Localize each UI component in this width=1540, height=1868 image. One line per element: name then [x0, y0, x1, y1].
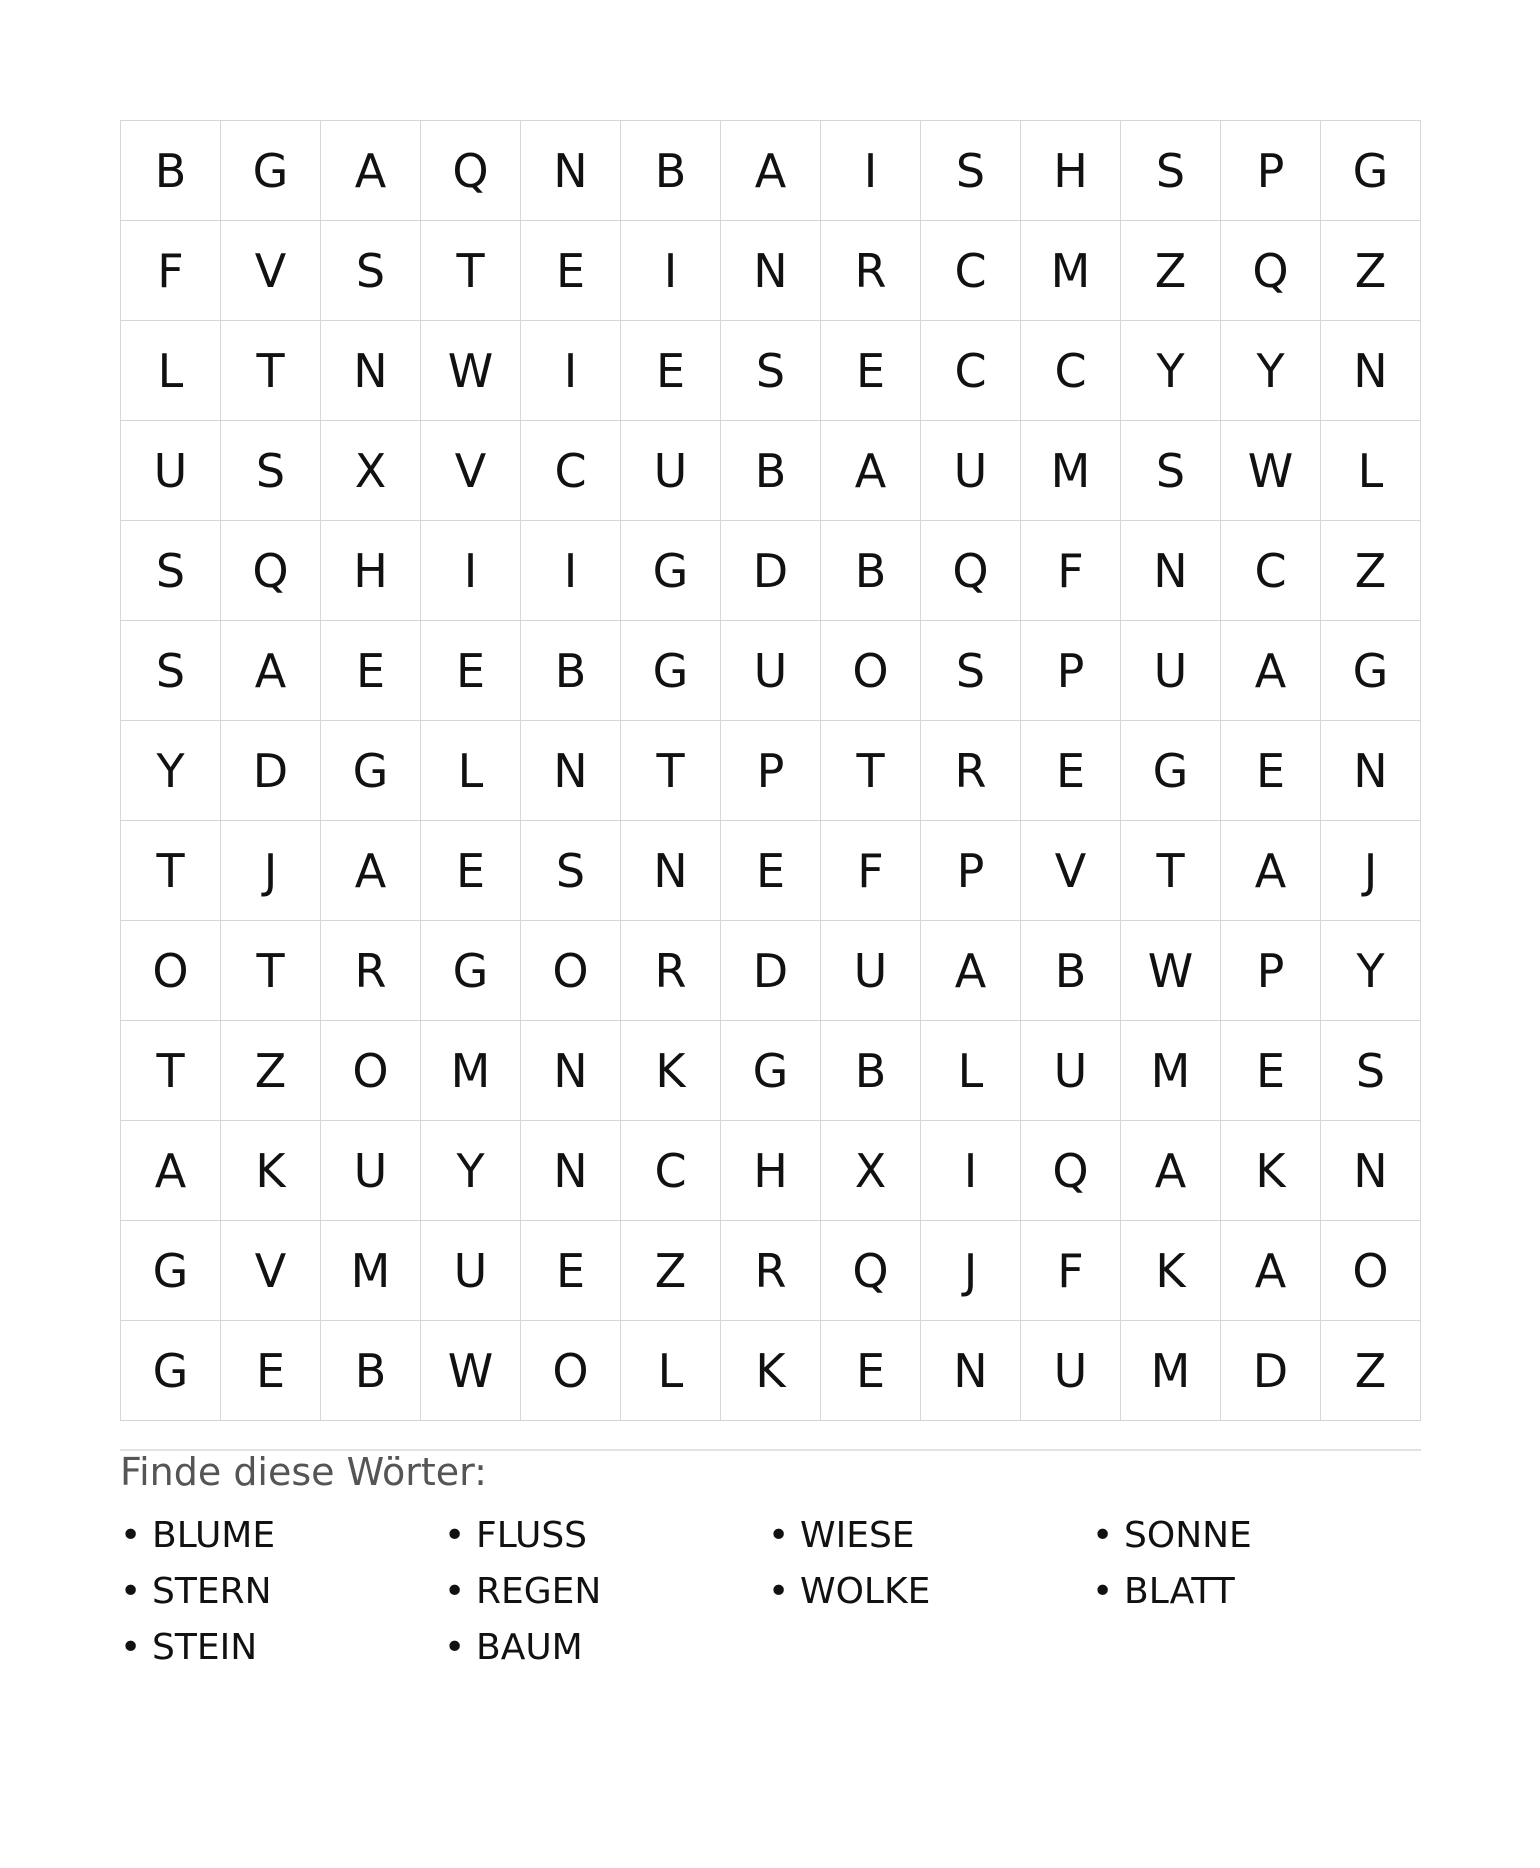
grid-cell[interactable]: S: [1121, 121, 1221, 221]
grid-cell[interactable]: P: [1021, 621, 1121, 721]
grid-cell[interactable]: Z: [1321, 1321, 1421, 1421]
grid-cell[interactable]: E: [421, 621, 521, 721]
grid-cell[interactable]: N: [1321, 1121, 1421, 1221]
word-label: BLUME: [152, 1514, 276, 1556]
word-list-item: [120, 1563, 444, 1619]
grid-cell[interactable]: N: [521, 1121, 621, 1221]
bullet-icon: •: [768, 1570, 790, 1612]
grid-cell[interactable]: O: [321, 1021, 421, 1121]
grid-cell[interactable]: E: [821, 321, 921, 421]
grid-cell[interactable]: H: [1021, 121, 1121, 221]
word-label: BAUM: [476, 1626, 583, 1668]
grid-cell[interactable]: U: [121, 421, 221, 521]
grid-cell[interactable]: G: [1121, 721, 1221, 821]
grid-cell[interactable]: P: [921, 821, 1021, 921]
letter-grid: [120, 120, 1421, 1421]
grid-cell[interactable]: I: [821, 121, 921, 221]
grid-cell[interactable]: D: [221, 721, 321, 821]
bullet-icon: •: [768, 1514, 790, 1556]
grid-cell[interactable]: S: [1321, 1021, 1421, 1121]
grid-cell[interactable]: A: [121, 1121, 221, 1221]
grid-cell[interactable]: H: [321, 521, 421, 621]
grid-cell[interactable]: P: [1221, 921, 1321, 1021]
grid-cell[interactable]: I: [621, 221, 721, 321]
grid-cell[interactable]: G: [121, 1321, 221, 1421]
grid-cell[interactable]: O: [821, 621, 921, 721]
bullet-icon: •: [444, 1570, 466, 1612]
grid-cell[interactable]: C: [921, 221, 1021, 321]
grid-cell[interactable]: D: [1221, 1321, 1321, 1421]
grid-cell[interactable]: E: [221, 1321, 321, 1421]
grid-cell[interactable]: K: [621, 1021, 721, 1121]
grid-cell[interactable]: G: [721, 1021, 821, 1121]
word-label: WOLKE: [800, 1570, 931, 1612]
grid-cell[interactable]: N: [521, 121, 621, 221]
grid-cell[interactable]: B: [1021, 921, 1121, 1021]
grid-cell[interactable]: B: [321, 1321, 421, 1421]
grid-cell[interactable]: T: [421, 221, 521, 321]
grid-cell[interactable]: G: [1321, 121, 1421, 221]
grid-cell[interactable]: N: [321, 321, 421, 421]
grid-cell[interactable]: J: [1321, 821, 1421, 921]
grid-cell[interactable]: E: [821, 1321, 921, 1421]
grid-cell[interactable]: O: [121, 921, 221, 1021]
grid-cell[interactable]: O: [1321, 1221, 1421, 1321]
grid-cell[interactable]: Q: [1021, 1121, 1121, 1221]
grid-cell[interactable]: U: [1021, 1321, 1121, 1421]
grid-cell[interactable]: L: [121, 321, 221, 421]
grid-cell[interactable]: W: [1121, 921, 1221, 1021]
grid-cell[interactable]: R: [621, 921, 721, 1021]
grid-cell[interactable]: N: [1321, 321, 1421, 421]
grid-cell[interactable]: I: [521, 321, 621, 421]
grid-cell[interactable]: G: [1321, 621, 1421, 721]
bullet-icon: •: [444, 1626, 466, 1668]
grid-cell[interactable]: Y: [121, 721, 221, 821]
grid-cell[interactable]: I: [421, 521, 521, 621]
grid-cell[interactable]: W: [421, 1321, 521, 1421]
grid-cell[interactable]: E: [521, 1221, 621, 1321]
grid-cell[interactable]: S: [721, 321, 821, 421]
grid-cell[interactable]: X: [821, 1121, 921, 1221]
grid-cell[interactable]: N: [921, 1321, 1021, 1421]
grid-cell[interactable]: T: [121, 1021, 221, 1121]
grid-cell[interactable]: Q: [221, 521, 321, 621]
grid-cell[interactable]: W: [421, 321, 521, 421]
grid-cell[interactable]: K: [221, 1121, 321, 1221]
grid-cell[interactable]: R: [721, 1221, 821, 1321]
grid-cell[interactable]: K: [721, 1321, 821, 1421]
grid-cell[interactable]: F: [1021, 521, 1121, 621]
grid-cell[interactable]: Y: [421, 1121, 521, 1221]
grid-cell[interactable]: T: [821, 721, 921, 821]
word-list-item: [1092, 1563, 1416, 1619]
grid-cell[interactable]: B: [821, 1021, 921, 1121]
grid-cell[interactable]: K: [1221, 1121, 1321, 1221]
grid-cell[interactable]: E: [721, 821, 821, 921]
bullet-icon: •: [120, 1626, 142, 1668]
grid-cell[interactable]: S: [221, 421, 321, 521]
grid-cell[interactable]: B: [821, 521, 921, 621]
grid-cell[interactable]: Z: [221, 1021, 321, 1121]
grid-cell[interactable]: V: [221, 1221, 321, 1321]
word-label: WIESE: [800, 1514, 915, 1556]
grid-cell[interactable]: S: [121, 521, 221, 621]
grid-cell[interactable]: J: [921, 1221, 1021, 1321]
bullet-icon: •: [444, 1514, 466, 1556]
grid-cell[interactable]: G: [621, 621, 721, 721]
grid-cell[interactable]: A: [1221, 1221, 1321, 1321]
grid-cell[interactable]: S: [921, 621, 1021, 721]
grid-cell[interactable]: U: [421, 1221, 521, 1321]
grid-cell[interactable]: A: [821, 421, 921, 521]
grid-cell[interactable]: M: [1021, 421, 1121, 521]
grid-cell[interactable]: C: [1221, 521, 1321, 621]
grid-cell[interactable]: Z: [621, 1221, 721, 1321]
grid-cell[interactable]: A: [721, 121, 821, 221]
grid-cell[interactable]: Q: [921, 521, 1021, 621]
grid-cell[interactable]: V: [421, 421, 521, 521]
grid-cell[interactable]: M: [1121, 1321, 1221, 1421]
grid-cell[interactable]: A: [1221, 821, 1321, 921]
bullet-icon: •: [120, 1570, 142, 1612]
grid-cell[interactable]: Q: [1221, 221, 1321, 321]
grid-cell[interactable]: R: [921, 721, 1021, 821]
word-label: REGEN: [476, 1570, 602, 1612]
grid-cell[interactable]: F: [1021, 1221, 1121, 1321]
grid-cell[interactable]: U: [321, 1121, 421, 1221]
grid-cell[interactable]: O: [521, 1321, 621, 1421]
grid-cell[interactable]: Q: [421, 121, 521, 221]
word-list-item: [120, 1619, 444, 1675]
grid-cell[interactable]: N: [621, 821, 721, 921]
word-label: STEIN: [152, 1626, 258, 1668]
grid-cell[interactable]: G: [421, 921, 521, 1021]
bullet-icon: •: [1092, 1514, 1114, 1556]
grid-cell[interactable]: D: [721, 921, 821, 1021]
grid-cell[interactable]: B: [121, 121, 221, 221]
grid-cell[interactable]: M: [321, 1221, 421, 1321]
grid-cell[interactable]: Y: [1221, 321, 1321, 421]
grid-cell[interactable]: A: [1121, 1121, 1221, 1221]
grid-cell[interactable]: T: [1121, 821, 1221, 921]
word-label: SONNE: [1124, 1514, 1252, 1556]
word-list: [120, 1507, 1421, 1675]
grid-cell[interactable]: P: [1221, 121, 1321, 221]
grid-cell[interactable]: U: [821, 921, 921, 1021]
word-list-item: [768, 1563, 1092, 1619]
grid-cell[interactable]: T: [221, 921, 321, 1021]
grid-cell[interactable]: N: [521, 721, 621, 821]
grid-cell[interactable]: B: [621, 121, 721, 221]
grid-cell[interactable]: J: [221, 821, 321, 921]
grid-cell[interactable]: C: [521, 421, 621, 521]
grid-cell[interactable]: G: [321, 721, 421, 821]
grid-cell[interactable]: N: [1321, 721, 1421, 821]
grid-cell[interactable]: A: [921, 921, 1021, 1021]
grid-cell[interactable]: N: [721, 221, 821, 321]
grid-cell[interactable]: X: [321, 421, 421, 521]
grid-cell[interactable]: Z: [1321, 521, 1421, 621]
grid-cell[interactable]: Y: [1321, 921, 1421, 1021]
grid-cell[interactable]: I: [521, 521, 621, 621]
grid-cell[interactable]: U: [621, 421, 721, 521]
grid-cell[interactable]: A: [221, 621, 321, 721]
grid-cell[interactable]: C: [621, 1121, 721, 1221]
grid-cell[interactable]: N: [1121, 521, 1221, 621]
grid-cell[interactable]: O: [521, 921, 621, 1021]
grid-cell[interactable]: G: [221, 121, 321, 221]
grid-cell[interactable]: R: [821, 221, 921, 321]
grid-cell[interactable]: P: [721, 721, 821, 821]
grid-cell[interactable]: Z: [1321, 221, 1421, 321]
grid-cell[interactable]: L: [421, 721, 521, 821]
grid-cell[interactable]: E: [521, 221, 621, 321]
grid-cell[interactable]: U: [721, 621, 821, 721]
grid-cell[interactable]: A: [321, 121, 421, 221]
grid-cell[interactable]: I: [921, 1121, 1021, 1221]
grid-cell[interactable]: L: [1321, 421, 1421, 521]
grid-cell[interactable]: V: [221, 221, 321, 321]
grid-cell[interactable]: Y: [1121, 321, 1221, 421]
grid-cell[interactable]: A: [1221, 621, 1321, 721]
grid-cell[interactable]: R: [321, 921, 421, 1021]
word-label: BLATT: [1124, 1570, 1235, 1612]
word-label: STERN: [152, 1570, 272, 1612]
grid-cell[interactable]: K: [1121, 1221, 1221, 1321]
grid-cell[interactable]: E: [321, 621, 421, 721]
grid-cell[interactable]: H: [721, 1121, 821, 1221]
grid-cell[interactable]: U: [921, 421, 1021, 521]
grid-cell[interactable]: E: [1221, 1021, 1321, 1121]
grid-cell[interactable]: V: [1021, 821, 1121, 921]
grid-cell[interactable]: M: [421, 1021, 521, 1121]
grid-cell[interactable]: F: [121, 221, 221, 321]
word-list-item: [444, 1563, 768, 1619]
grid-cell[interactable]: T: [221, 321, 321, 421]
grid-cell[interactable]: L: [621, 1321, 721, 1421]
grid-cell[interactable]: L: [921, 1021, 1021, 1121]
grid-cell[interactable]: S: [1121, 421, 1221, 521]
grid-cell[interactable]: T: [621, 721, 721, 821]
grid-cell[interactable]: S: [321, 221, 421, 321]
grid-cell[interactable]: C: [921, 321, 1021, 421]
grid-cell[interactable]: U: [1021, 1021, 1121, 1121]
grid-cell[interactable]: E: [1221, 721, 1321, 821]
grid-cell[interactable]: E: [421, 821, 521, 921]
bullet-icon: •: [1092, 1570, 1114, 1612]
grid-cell[interactable]: Z: [1121, 221, 1221, 321]
grid-cell[interactable]: A: [321, 821, 421, 921]
grid-cell[interactable]: G: [621, 521, 721, 621]
grid-cell[interactable]: Q: [821, 1221, 921, 1321]
grid-cell[interactable]: C: [1021, 321, 1121, 421]
grid-cell[interactable]: E: [1021, 721, 1121, 821]
word-list-item: [444, 1619, 768, 1675]
grid-cell[interactable]: T: [121, 821, 221, 921]
word-list-item: [444, 1507, 768, 1563]
grid-cell[interactable]: S: [921, 121, 1021, 221]
grid-cell[interactable]: S: [521, 821, 621, 921]
grid-cell[interactable]: U: [1121, 621, 1221, 721]
grid-cell[interactable]: G: [121, 1221, 221, 1321]
grid-cell[interactable]: B: [721, 421, 821, 521]
grid-cell[interactable]: M: [1021, 221, 1121, 321]
bullet-icon: •: [120, 1514, 142, 1556]
grid-cell[interactable]: M: [1121, 1021, 1221, 1121]
grid-cell[interactable]: F: [821, 821, 921, 921]
word-list-item: [768, 1507, 1092, 1563]
grid-cell[interactable]: W: [1221, 421, 1321, 521]
grid-cell[interactable]: B: [521, 621, 621, 721]
word-label: FLUSS: [476, 1514, 588, 1556]
grid-cell[interactable]: N: [521, 1021, 621, 1121]
grid-cell[interactable]: S: [121, 621, 221, 721]
word-list-item: [1092, 1507, 1416, 1563]
grid-cell[interactable]: D: [721, 521, 821, 621]
instructions-label: Finde diese Wörter:: [120, 1450, 487, 1494]
word-list-item: [120, 1507, 444, 1563]
grid-cell[interactable]: E: [621, 321, 721, 421]
